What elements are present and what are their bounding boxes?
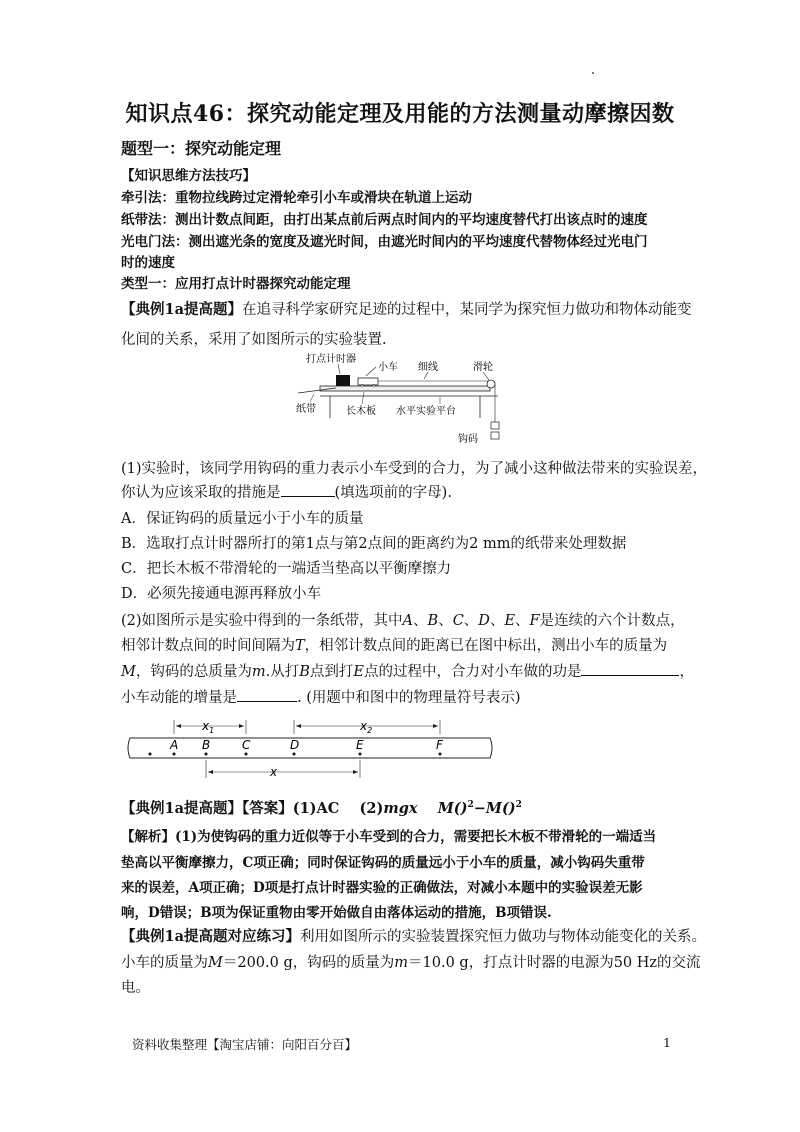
label-d: D: [290, 738, 300, 752]
q1-text: 你认为应该采取的措施是: [121, 485, 281, 501]
board-label: 长木板: [346, 406, 376, 417]
arrowhead: [433, 724, 438, 728]
answer-blank: [237, 687, 297, 702]
tape-dot: [149, 753, 152, 756]
cart-shape: [358, 378, 378, 385]
pulley-leader: [483, 372, 489, 380]
page-title: 知识点46：探究动能定理及用能的方法测量动摩擦因数: [125, 101, 675, 127]
point-ref: C: [452, 613, 464, 629]
q2-text: .从打: [265, 664, 300, 680]
superscript: 2: [515, 800, 522, 811]
weight-block: [491, 422, 499, 429]
cart-label: 小车: [378, 362, 398, 373]
cart-leader: [366, 367, 376, 376]
tape-dot-e: [359, 753, 362, 756]
q2-text: ，钩码的总质量为: [135, 664, 252, 680]
practice-line: [121, 925, 706, 946]
tape-leader: [310, 394, 314, 402]
pulley-shape: [487, 380, 495, 388]
page-number: 1: [663, 1035, 671, 1050]
answer-part: mgx: [383, 800, 418, 817]
answer-blank: [281, 482, 335, 497]
weights-label: 钩码: [458, 434, 478, 445]
symbol-m: m: [251, 664, 266, 680]
label-e: E: [356, 738, 364, 752]
point-ref: A: [402, 613, 414, 629]
option-b: B．选取打点计时器所打的第1点与第2点间的距离约为2 mm的纸带来处理数据: [121, 536, 627, 552]
option-d: D．必须先接通电源再释放小车: [121, 586, 322, 602]
arrowhead: [353, 770, 358, 774]
answer-line: [121, 797, 522, 818]
answer-blank: [581, 661, 679, 676]
q2-text: 小车动能的增量是: [121, 690, 237, 706]
label-a: A: [170, 738, 179, 752]
tips-header: 【知识思维方法技巧】: [121, 168, 256, 184]
q2-text: 相邻计数点间的时间间隔为: [121, 638, 295, 654]
paper-tape-diagram: [120, 712, 505, 784]
string-leader: [424, 372, 428, 379]
symbol-m: m: [394, 955, 409, 971]
example-paragraph-cont: 化间的关系，采用了如图所示的实验装置.: [121, 332, 387, 348]
point-ref: E: [504, 613, 516, 629]
pulley-label: 滑轮: [473, 362, 493, 373]
practice-line: 电。: [121, 980, 150, 996]
q2-line: (2)如图所示是实验中得到的一条纸带，其中A、B、C、D、E、F是连续的六个计数点，: [121, 613, 685, 629]
q2-text: 点到打: [309, 664, 354, 680]
arrowhead: [296, 724, 301, 728]
tips-line: 时的速度: [121, 255, 175, 271]
platform-label: 水平实验平台: [396, 406, 456, 417]
label-f: F: [436, 738, 443, 752]
practice-text: ＝10.0 g，打点计时器的电源为50 Hz的交流: [408, 955, 701, 971]
symbol-M: M: [208, 955, 223, 971]
tape-label: 纸带: [296, 404, 316, 415]
board-leader: [362, 392, 364, 404]
answer-part: (1)AC: [292, 800, 340, 817]
section-heading: 题型一：探究动能定理: [121, 139, 282, 158]
answer-tag: 【典例1a提高题】【答案】: [121, 800, 293, 817]
analysis-line: 响，D错误；B项为保证重物由零开始做自由落体运动的措施，B项错误.: [121, 905, 552, 921]
q2-text: 点的过程中，合力对小车做的功是: [363, 664, 582, 680]
example-text: 在追寻科学家研究足迹的过程中，某同学为探究恒力做功和物体动能变: [241, 302, 692, 318]
q2-line: [121, 686, 521, 707]
label-c: C: [242, 738, 251, 752]
point-ref: D: [478, 613, 490, 629]
q2-text: . (用题中和图中的物理量符号表示): [297, 690, 521, 706]
answer-part: −M(): [473, 800, 516, 817]
answer-part: M(): [437, 800, 468, 817]
practice-line: [121, 951, 701, 972]
label-b: B: [202, 738, 211, 752]
tape-dot-b: [205, 753, 208, 756]
timer-shape: [336, 375, 350, 386]
analysis-line: 来的误差，A项正确；D项是打点计时器实验的正确做法，对减小本题中的实验误差无影: [121, 880, 643, 896]
tape-dot-d: [293, 753, 296, 756]
timer-label: 打点计时器: [306, 354, 356, 365]
arrowhead: [176, 724, 181, 728]
example-paragraph: [121, 298, 691, 319]
timer-leader: [338, 364, 340, 374]
x-label: x: [270, 765, 278, 779]
point-ref: B: [427, 613, 439, 629]
point-ref: E: [353, 664, 364, 680]
analysis-line: 垫高以平衡摩擦力，C项正确；同时保证钩码的质量远小于小车的质量，减小钩码失重带: [121, 855, 645, 871]
footer-text: 资料收集整理【淘宝店铺：向阳百分百】: [132, 1037, 358, 1052]
q2-text: (2)如图所示是实验中得到的一条纸带，其中: [121, 613, 403, 629]
q1-line: [121, 481, 452, 502]
practice-tag: 【典例1a提高题对应练习】: [121, 928, 300, 945]
apparatus-diagram: [290, 352, 520, 448]
answer-part: (2): [359, 800, 384, 817]
option-c: C．把长木板不带滑轮的一端适当垫高以平衡摩擦力: [121, 561, 452, 577]
example-tag: 【典例1a提高题】: [121, 301, 242, 318]
option-a: A．保证钩码的质量远小于小车的质量: [121, 511, 364, 527]
q2-line: [121, 660, 694, 681]
symbol-M: M: [121, 664, 136, 680]
symbol-T: T: [295, 638, 305, 654]
arrowhead: [208, 770, 213, 774]
string-label: 细线: [418, 362, 438, 373]
tips-line: 光电门法：测出遮光条的宽度及遮光时间，由遮光时间内的平均速度代替物体经过光电门: [121, 234, 648, 250]
analysis-line: 【解析】(1)为使钩码的重力近似等于小车受到的合力，需要把长木板不带滑轮的一端适当: [121, 829, 657, 845]
practice-text: ＝200.0 g，钩码的质量为: [222, 955, 395, 971]
q2-text: 是连续的六个计数点，: [539, 613, 685, 629]
weight-block: [491, 432, 499, 439]
tape-dot-a: [173, 753, 176, 756]
q2-text: ，: [679, 664, 694, 680]
x2-label: $x_2$: [360, 719, 373, 735]
practice-text: 小车的质量为: [121, 955, 208, 971]
q2-text: ，相邻计数点间的距离已在图中标出，测出小车的质量为: [304, 638, 668, 654]
tips-line: 牵引法：重物拉线跨过定滑轮牵引小车或滑块在轨道上运动: [121, 190, 472, 206]
x1-label: $x_1$: [202, 719, 215, 735]
arrowhead: [239, 724, 244, 728]
tips-line: 纸带法：测出计数点间距，由打出某点前后两点时间内的平均速度替代打出该点时的速度: [121, 212, 648, 228]
q1-text: (填选项前的字母).: [334, 485, 452, 501]
tape-dot-f: [439, 753, 442, 756]
point-ref: B: [299, 664, 310, 680]
category-heading: 类型一：应用打点计时器探究动能定理: [121, 276, 351, 292]
practice-text: 利用如图所示的实验装置探究恒力做功与物体动能变化的关系。: [299, 929, 706, 945]
superscript: 2: [467, 800, 474, 811]
stray-dot: [592, 72, 594, 74]
q2-line: [121, 634, 667, 655]
point-ref: F: [529, 613, 540, 629]
long-board: [320, 386, 490, 391]
q1-line: (1)实验时，该同学用钩码的重力表示小车受到的合力，为了减小这种做法带来的实验误差，: [121, 461, 708, 477]
tape-dot-c: [245, 753, 248, 756]
